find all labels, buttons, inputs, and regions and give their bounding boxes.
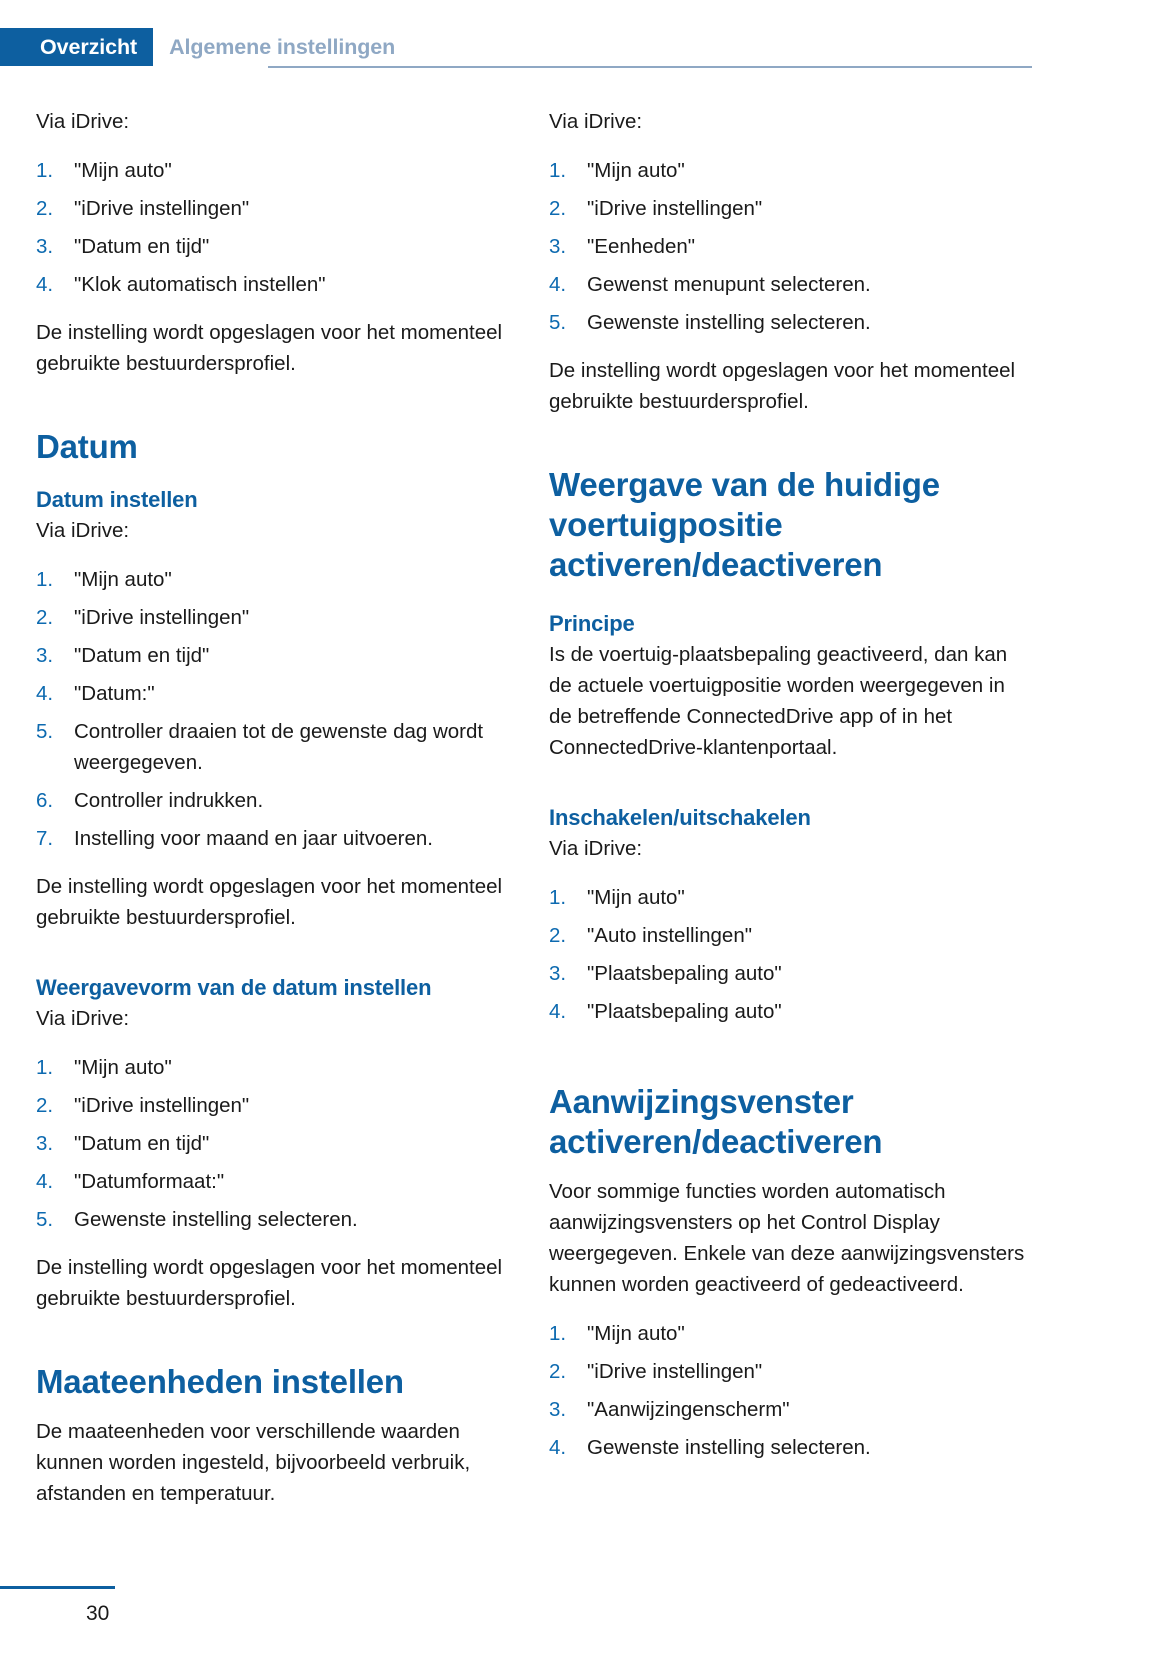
step-number: 2. xyxy=(549,1360,567,1383)
list-item xyxy=(549,958,1027,989)
step-number: 6. xyxy=(36,789,54,812)
step-number: 4. xyxy=(36,273,54,296)
step-text: "Datum en tijd" xyxy=(74,644,210,667)
step-number: 1. xyxy=(36,159,54,182)
page-header xyxy=(0,28,1080,66)
list-item xyxy=(36,785,514,816)
step-number: 1. xyxy=(36,1056,54,1079)
list-item xyxy=(36,678,514,709)
list-item xyxy=(549,882,1027,913)
step-text: "iDrive instellingen" xyxy=(74,1094,250,1117)
list-item xyxy=(549,1432,1027,1463)
section-heading-maateenheden: Maateenheden instellen xyxy=(36,1363,404,1400)
header-divider xyxy=(268,66,1032,68)
step-number: 2. xyxy=(549,924,567,947)
step-number: 3. xyxy=(36,1132,54,1155)
weergavevorm-note: De instelling wordt opgeslagen voor het momenteel gebruikte bestuurdersprofiel. xyxy=(36,1256,503,1310)
step-number: 2. xyxy=(36,1094,54,1117)
step-text: Instelling voor maand en jaar uitvoeren. xyxy=(74,827,433,850)
step-number: 4. xyxy=(36,682,54,705)
datum-instellen-note: De instelling wordt opgeslagen voor het momenteel gebruikte bestuurdersprofiel. xyxy=(36,875,503,929)
step-number: 3. xyxy=(36,644,54,667)
step-number: 7. xyxy=(36,827,54,850)
list-item xyxy=(549,1318,1027,1349)
step-number: 3. xyxy=(549,962,567,985)
weergavevorm-steps-list xyxy=(36,1052,514,1235)
footer-divider xyxy=(0,1586,115,1589)
aanwijzingsvenster-body: Voor sommige functies worden automatisch aanwijzingsvensters op het Control Display weergegeven. Enkele van deze aanwijzingsvensters kunnen worden geactiveerd of gedeactiveerd. xyxy=(549,1180,1025,1296)
list-item xyxy=(36,716,514,778)
step-number: 3. xyxy=(549,1398,567,1421)
list-item xyxy=(36,269,514,300)
header-section-label: Algemene instellingen xyxy=(169,35,396,59)
eenheden-note: De instelling wordt opgeslagen voor het momenteel gebruikte bestuurdersprofiel. xyxy=(549,359,1016,413)
subheading-inschakelen-uitschakelen: Inschakelen/uitschakelen xyxy=(549,805,811,830)
eenheden-intro: Via iDrive: xyxy=(549,110,643,133)
step-number: 2. xyxy=(549,197,567,220)
subheading-datum-instellen: Datum instellen xyxy=(36,487,198,512)
list-item xyxy=(549,1394,1027,1425)
list-item xyxy=(549,155,1027,186)
step-number: 1. xyxy=(549,1322,567,1345)
list-item xyxy=(549,269,1027,300)
list-item xyxy=(36,1090,514,1121)
right-column xyxy=(549,106,1027,1470)
step-number: 5. xyxy=(36,720,54,743)
step-text: "Mijn auto" xyxy=(74,1056,172,1079)
step-number: 3. xyxy=(36,235,54,258)
list-item xyxy=(549,231,1027,262)
datum-instellen-intro: Via iDrive: xyxy=(36,519,130,542)
page-number: 30 xyxy=(86,1602,110,1625)
step-text: "Datum en tijd" xyxy=(74,1132,210,1155)
list-item xyxy=(36,602,514,633)
list-item xyxy=(36,823,514,854)
step-text: "Mijn auto" xyxy=(587,886,685,909)
header-chapter-tab: Overzicht xyxy=(0,28,153,66)
step-text: "Mijn auto" xyxy=(74,159,172,182)
clock-note: De instelling wordt opgeslagen voor het momenteel gebruikte bestuurdersprofiel. xyxy=(36,321,503,375)
list-item xyxy=(36,193,514,224)
section-heading-aanwijzingsvenster: Aanwijzingsvenster activeren/deactiveren xyxy=(549,1083,883,1160)
maateenheden-body: De maateenheden voor verschillende waarden kunnen worden ingesteld, bijvoorbeeld verbruik, afstanden en temperatuur. xyxy=(36,1420,471,1505)
list-item xyxy=(36,1166,514,1197)
list-item xyxy=(36,155,514,186)
clock-steps-list xyxy=(36,155,514,300)
list-item xyxy=(549,193,1027,224)
step-text: Gewenst menupunt selecteren. xyxy=(587,273,871,296)
inschakelen-steps-list xyxy=(549,882,1027,1027)
list-item xyxy=(36,640,514,671)
step-text: "Datum en tijd" xyxy=(74,235,210,258)
datum-instellen-steps-list xyxy=(36,564,514,854)
step-number: 1. xyxy=(549,159,567,182)
list-item xyxy=(36,1204,514,1235)
list-item xyxy=(549,1356,1027,1387)
subheading-principe: Principe xyxy=(549,611,635,636)
step-number: 4. xyxy=(549,1000,567,1023)
list-item xyxy=(36,1052,514,1083)
step-text: "iDrive instellingen" xyxy=(587,197,763,220)
weergavevorm-intro: Via iDrive: xyxy=(36,1007,130,1030)
step-text: "Mijn auto" xyxy=(587,159,685,182)
step-text: "iDrive instellingen" xyxy=(587,1360,763,1383)
clock-intro: Via iDrive: xyxy=(36,110,130,133)
principe-body: Is de voertuig-plaatsbepaling geactiveerd, dan kan de actuele voertuigpositie worden weergegeven in de betreffende ConnectedDrive app of in het ConnectedDrive-klantenportaal. xyxy=(549,643,1008,759)
step-text: "Plaatsbepaling auto" xyxy=(587,962,782,985)
step-text: "iDrive instellingen" xyxy=(74,606,250,629)
step-number: 4. xyxy=(549,273,567,296)
list-item xyxy=(549,307,1027,338)
step-text: "Mijn auto" xyxy=(587,1322,685,1345)
list-item xyxy=(549,920,1027,951)
step-number: 1. xyxy=(36,568,54,591)
step-text: "Datum:" xyxy=(74,682,155,705)
step-text: "Auto instellingen" xyxy=(587,924,752,947)
aanwijzingsvenster-steps-list xyxy=(549,1318,1027,1463)
step-number: 5. xyxy=(36,1208,54,1231)
step-text: "iDrive instellingen" xyxy=(74,197,250,220)
step-text: Gewenste instelling selecteren. xyxy=(587,1436,871,1459)
step-text: Gewenste instelling selecteren. xyxy=(587,311,871,334)
step-text: "Eenheden" xyxy=(587,235,696,258)
eenheden-steps-list xyxy=(549,155,1027,338)
list-item xyxy=(549,996,1027,1027)
step-number: 4. xyxy=(36,1170,54,1193)
step-text: "Aanwijzingenscherm" xyxy=(587,1398,790,1421)
step-text: "Klok automatisch instellen" xyxy=(74,273,326,296)
step-number: 3. xyxy=(549,235,567,258)
step-text: "Plaatsbepaling auto" xyxy=(587,1000,782,1023)
step-number: 4. xyxy=(549,1436,567,1459)
step-number: 5. xyxy=(549,311,567,334)
subheading-weergavevorm: Weergavevorm van de datum instellen xyxy=(36,975,432,1000)
list-item xyxy=(36,1128,514,1159)
step-text: Gewenste instelling selecteren. xyxy=(74,1208,358,1231)
section-heading-weergave-positie: Weergave van de huidige voertuigpositie activeren/deactiveren xyxy=(549,466,940,583)
step-number: 2. xyxy=(36,606,54,629)
step-text: "Datumformaat:" xyxy=(74,1170,225,1193)
list-item xyxy=(36,231,514,262)
step-number: 1. xyxy=(549,886,567,909)
inschakelen-intro: Via iDrive: xyxy=(549,837,643,860)
list-item xyxy=(36,564,514,595)
step-text: Controller draaien tot de gewenste dag wordt weergegeven. xyxy=(74,720,484,774)
step-text: Controller indrukken. xyxy=(74,789,264,812)
left-column xyxy=(36,106,514,1509)
step-text: "Mijn auto" xyxy=(74,568,172,591)
section-heading-datum: Datum xyxy=(36,428,138,465)
step-number: 2. xyxy=(36,197,54,220)
